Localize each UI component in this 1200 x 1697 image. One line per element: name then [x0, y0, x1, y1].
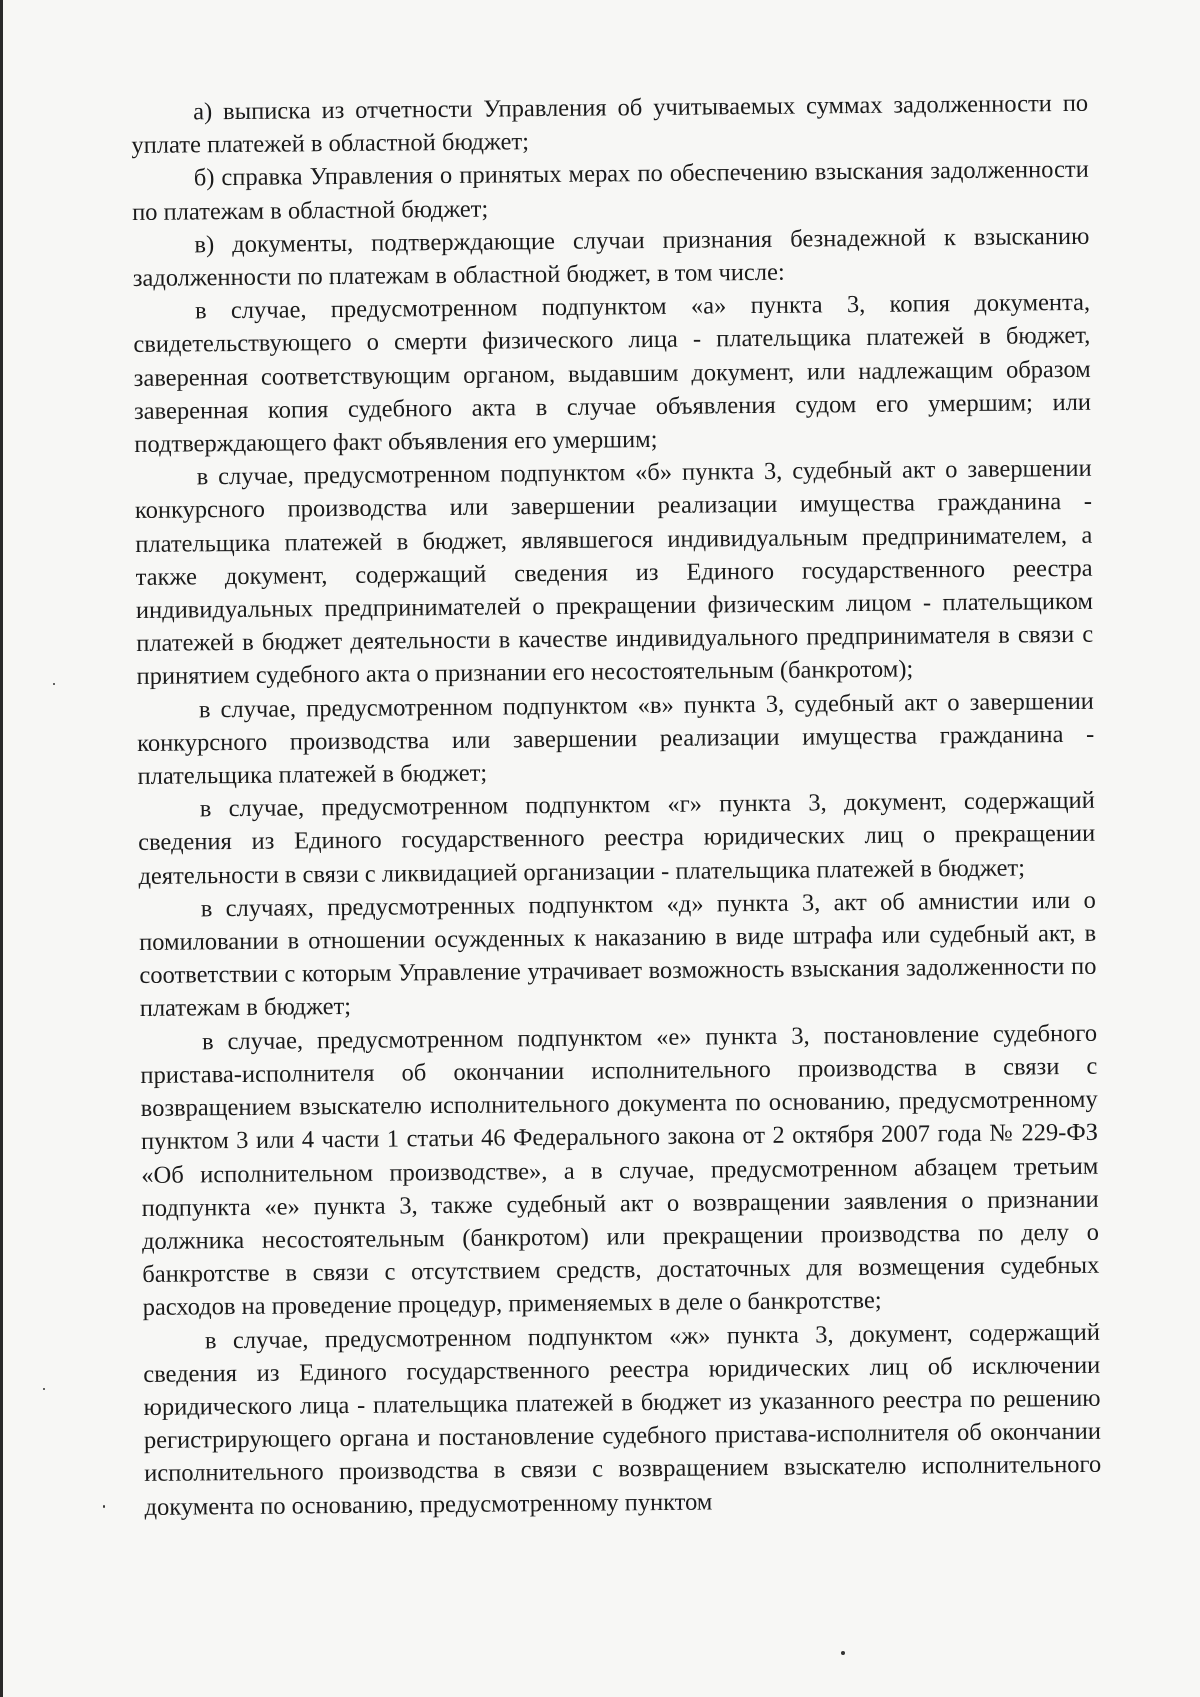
paragraph-a-report-extract: а) выписка из отчетности Управления об учитываемых суммах задолженности по уплате платежей в областной бюджет; [131, 89, 1089, 160]
paragraph-case-g-liquidation: в случае, предусмотренном подпунктом «г» пункта 3, документ, содержащий сведения из Единого государственного реестра юридических лиц о прекращении деятельности в связи с ликвидацией организации - плательщика платежей в бюджет; [138, 787, 1096, 890]
paragraph-case-v-bankruptcy-citizen: в случае, предусмотренном подпунктом «в» пункта 3, судебный акт о завершении конкурсного производства или завершении реализации имущества гражданина - плательщика платежей в бюджет; [137, 687, 1095, 791]
paragraph-case-e-enforcement-end: в случае, предусмотренном подпунктом «е» пункта 3, постановление судебного пристава-исполнителя об окончании исполнительного производства в связи с возвращением взыскателю исполнительного документа по основанию, предусмотренному пунктом 3 или 4 части 1 статьи 46 Федерального закона от 2 октября 2007 года № 229-ФЗ «Об исполнительном производстве», а в случае, предусмотренном абзацем третьим подпункта «е» пункта 3, также судебный акт о возвращении заявления о признании должника несостоятельным (банкротом) или прекращении производства по делу о банкротстве в связи с отсутствием средств, достаточных для возмещения судебных расходов на проведение процедур, применяемых в деле о банкротстве; [140, 1019, 1100, 1322]
paragraph-c-supporting-documents: в) документы, подтверждающие случаи признания безнадежной к взысканию задолженности по платежам в областной бюджет, в том числе: [132, 222, 1090, 293]
paragraph-case-zh-registry-exclusion: в случае, предусмотренном подпунктом «ж» пункта 3, документ, содержащий сведения из Единого государственного реестра юридических лиц об исключении юридического лица - плательщика платежей в бюджет из указанного реестра по решению регистрирующего органа и постановление судебного пристава-исполнителя об окончании исполнительного производства в связи с возвращением взыскателю исполнительного документа по основанию, предусмотренному пунктом [143, 1318, 1102, 1521]
scan-speck [841, 1651, 845, 1655]
document-body [131, 87, 1102, 1524]
scan-speck [53, 683, 55, 685]
paragraph-case-d-amnesty: в случаях, предусмотренных подпунктом «д» пункта 3, акт об амнистии или о помиловании в отношении осужденных к наказанию в виде штрафа или судебный акт, в соответствии с которым Управление утрачивает возможность взыскания задолженности по платежам в бюджет; [138, 886, 1097, 1023]
scan-speck [43, 1388, 45, 1390]
paragraph-case-a-death: в случае, предусмотренном подпунктом «а» пункта 3, копия документа, свидетельствующего о смерти физического лица - плательщика платежей в бюджет, заверенная соответствующим органом, выдавшим документ, или надлежащим образом заверенная копия судебного акта в случае объявления судом его умершим; или подтверждающего факт объявления его умершим; [133, 289, 1092, 459]
paragraph-case-b-bankruptcy-entrepreneur: в случае, предусмотренном подпунктом «б» пункта 3, судебный акт о завершении конкурсного производства или завершении реализации имущества гражданина - плательщика платежей в бюджет, являвшегося индивидуальным предпринимателем, а также документ, содержащий сведения из Единого государственного реестра индивидуальных предпринимателей о прекращении физическим лицом - плательщиком платежей в бюджет деятельности в качестве индивидуального предпринимателя в связи с принятием судебного акта о признании его несостоятельным (банкротом); [134, 455, 1094, 691]
paragraph-b-measures-note: б) справка Управления о принятых мерах по обеспечению взыскания задолженности по платежам в областной бюджет; [131, 156, 1089, 226]
scan-speck [103, 1505, 105, 1508]
